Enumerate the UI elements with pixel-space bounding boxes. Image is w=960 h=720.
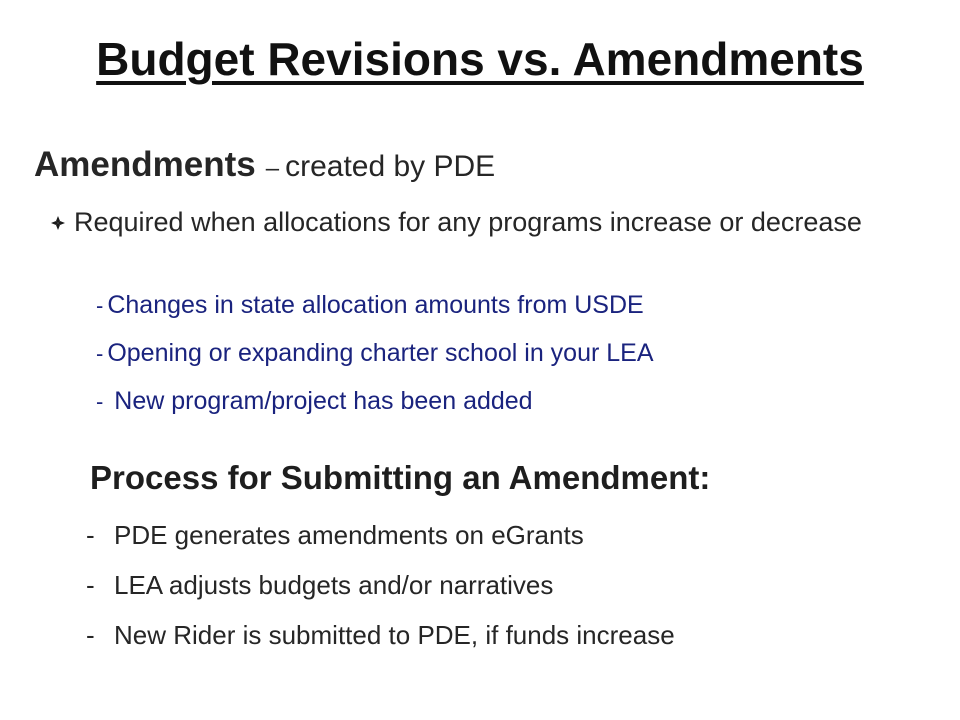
process-step-dash: - (86, 620, 95, 650)
section-heading-dash: – (265, 155, 280, 182)
slide-title: Budget Revisions vs. Amendments (96, 33, 864, 85)
process-step (86, 618, 675, 652)
sub-item (96, 288, 644, 323)
process-step (86, 518, 584, 552)
process-step-dash: - (86, 570, 95, 600)
sub-item-dash: - (96, 389, 104, 414)
process-step-dash: - (86, 520, 95, 550)
process-step-text: PDE generates amendments on eGrants (114, 520, 584, 550)
sub-item-text: Changes in state allocation amounts from USDE (107, 291, 644, 319)
process-step-text: LEA adjusts budgets and/or narratives (114, 570, 554, 600)
sub-item-dash: - (96, 341, 104, 366)
sub-item-dash: - (96, 293, 104, 318)
section-heading-sub: created by PDE (285, 150, 496, 183)
sub-item-text: New program/project has been added (107, 387, 533, 415)
process-step (86, 568, 553, 602)
process-heading: Process for Submitting an Amendment: (90, 459, 711, 496)
sub-item-text: Opening or expanding charter school in your LEA (107, 339, 654, 367)
bullet-item (50, 206, 910, 239)
sub-item (96, 384, 533, 419)
bullet-text: Required when allocations for any programs increase or decrease (74, 207, 862, 237)
diamond-bullet-icon (50, 215, 66, 231)
process-step-text: New Rider is submitted to PDE, if funds increase (114, 620, 675, 650)
section-heading-main: Amendments (34, 145, 256, 184)
sub-item (96, 336, 654, 371)
section-heading (34, 140, 495, 197)
